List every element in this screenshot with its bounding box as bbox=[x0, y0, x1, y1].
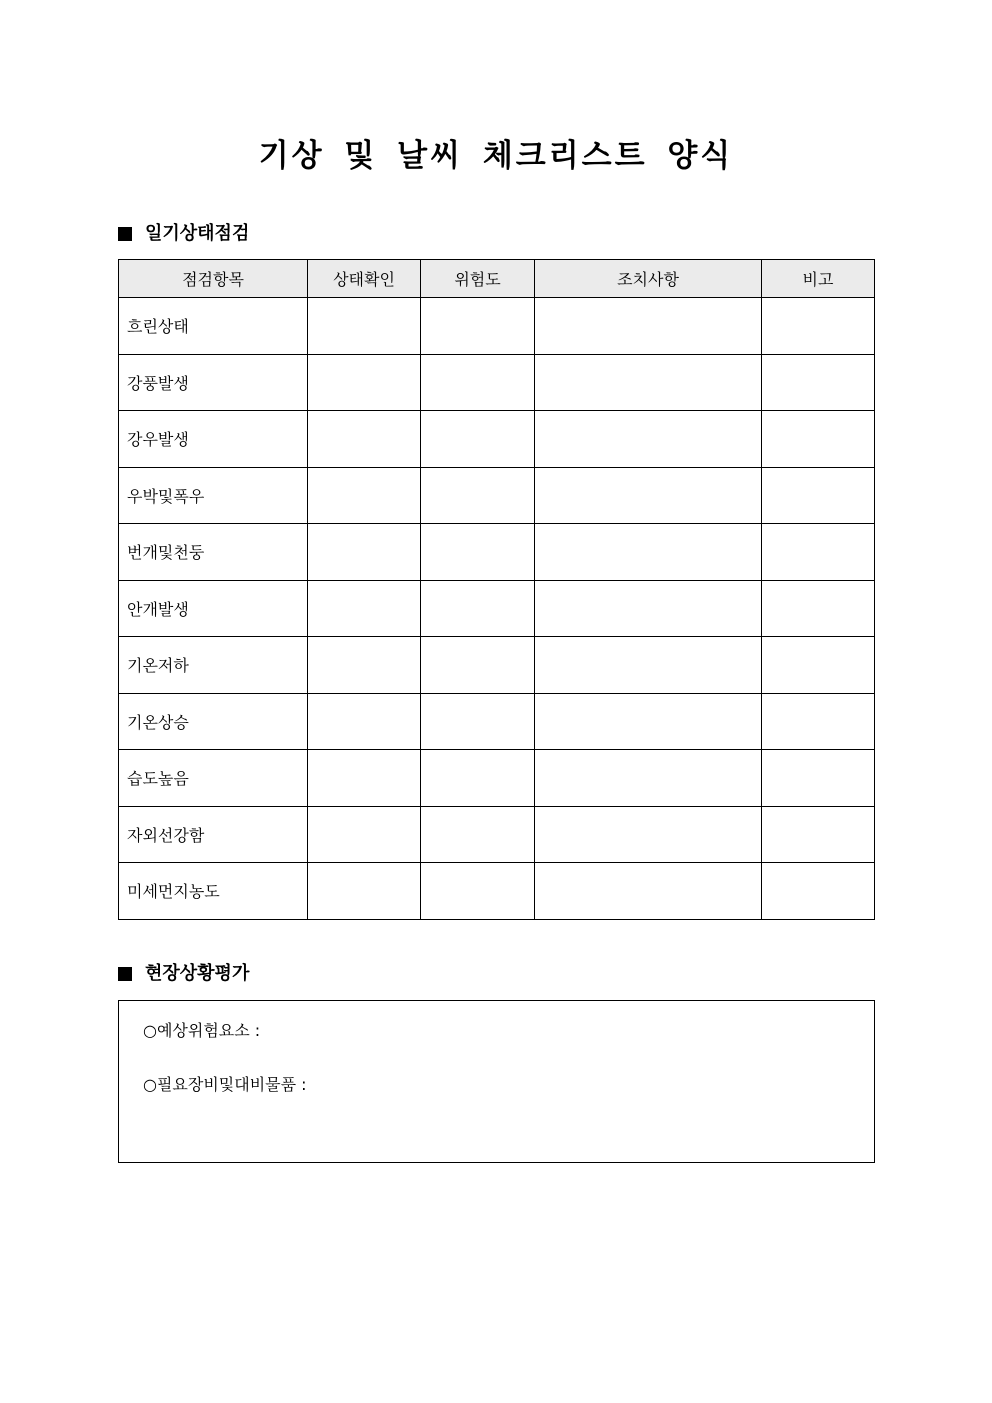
table-row bbox=[119, 693, 875, 750]
note-cell[interactable] bbox=[762, 580, 875, 637]
note-cell[interactable] bbox=[762, 750, 875, 807]
section-heading-site-evaluation bbox=[118, 962, 249, 986]
black-square-icon bbox=[118, 967, 132, 981]
item-cell: 강풍발생 bbox=[119, 354, 308, 411]
risk-cell[interactable] bbox=[421, 354, 535, 411]
risk-cell[interactable] bbox=[421, 637, 535, 694]
item-cell: 강우발생 bbox=[119, 411, 308, 468]
required-equipment-field[interactable] bbox=[143, 1074, 307, 1096]
risk-cell[interactable] bbox=[421, 467, 535, 524]
note-cell[interactable] bbox=[762, 863, 875, 920]
item-cell: 자외선강함 bbox=[119, 806, 308, 863]
action-cell[interactable] bbox=[535, 524, 762, 581]
table-row bbox=[119, 524, 875, 581]
item-cell: 흐린상태 bbox=[119, 298, 308, 355]
item-cell: 안개발생 bbox=[119, 580, 308, 637]
note-cell[interactable] bbox=[762, 298, 875, 355]
risk-cell[interactable] bbox=[421, 580, 535, 637]
column-header-status: 상태확인 bbox=[308, 260, 421, 298]
status-cell[interactable] bbox=[308, 693, 421, 750]
action-cell[interactable] bbox=[535, 863, 762, 920]
item-cell: 번개및천둥 bbox=[119, 524, 308, 581]
table-row bbox=[119, 298, 875, 355]
action-cell[interactable] bbox=[535, 354, 762, 411]
table-row bbox=[119, 354, 875, 411]
risk-cell[interactable] bbox=[421, 693, 535, 750]
item-cell: 미세먼지농도 bbox=[119, 863, 308, 920]
expected-risk-factors-label: ○예상위험요소 : bbox=[143, 1021, 261, 1040]
risk-cell[interactable] bbox=[421, 524, 535, 581]
section-heading-label: 일기상태점검 bbox=[145, 223, 250, 244]
status-cell[interactable] bbox=[308, 750, 421, 807]
note-cell[interactable] bbox=[762, 806, 875, 863]
table-row bbox=[119, 467, 875, 524]
item-cell: 기온저하 bbox=[119, 637, 308, 694]
risk-cell[interactable] bbox=[421, 806, 535, 863]
item-cell: 우박및폭우 bbox=[119, 467, 308, 524]
table-row bbox=[119, 411, 875, 468]
action-cell[interactable] bbox=[535, 750, 762, 807]
action-cell[interactable] bbox=[535, 467, 762, 524]
document-title: 기상 및 날씨 체크리스트 양식 bbox=[258, 138, 734, 174]
status-cell[interactable] bbox=[308, 467, 421, 524]
status-cell[interactable] bbox=[308, 806, 421, 863]
risk-cell[interactable] bbox=[421, 411, 535, 468]
site-evaluation-box bbox=[118, 1000, 875, 1163]
status-cell[interactable] bbox=[308, 411, 421, 468]
section-heading-label: 현장상황평가 bbox=[145, 963, 250, 984]
note-cell[interactable] bbox=[762, 524, 875, 581]
action-cell[interactable] bbox=[535, 411, 762, 468]
note-cell[interactable] bbox=[762, 354, 875, 411]
status-cell[interactable] bbox=[308, 524, 421, 581]
action-cell[interactable] bbox=[535, 693, 762, 750]
status-cell[interactable] bbox=[308, 580, 421, 637]
action-cell[interactable] bbox=[535, 298, 762, 355]
risk-cell[interactable] bbox=[421, 298, 535, 355]
item-cell: 습도높음 bbox=[119, 750, 308, 807]
status-cell[interactable] bbox=[308, 863, 421, 920]
table-row bbox=[119, 750, 875, 807]
risk-cell[interactable] bbox=[421, 863, 535, 920]
expected-risk-factors-field[interactable] bbox=[143, 1020, 260, 1042]
column-header-risk: 위험도 bbox=[421, 260, 535, 298]
action-cell[interactable] bbox=[535, 580, 762, 637]
table-header-row bbox=[119, 260, 875, 298]
status-cell[interactable] bbox=[308, 637, 421, 694]
status-cell[interactable] bbox=[308, 298, 421, 355]
risk-cell[interactable] bbox=[421, 750, 535, 807]
action-cell[interactable] bbox=[535, 637, 762, 694]
section-heading-daily-weather bbox=[118, 222, 249, 246]
status-cell[interactable] bbox=[308, 354, 421, 411]
note-cell[interactable] bbox=[762, 467, 875, 524]
required-equipment-label: ○필요장비및대비물품 : bbox=[143, 1075, 307, 1094]
table-row bbox=[119, 580, 875, 637]
column-header-action: 조치사항 bbox=[535, 260, 762, 298]
table-row bbox=[119, 637, 875, 694]
action-cell[interactable] bbox=[535, 806, 762, 863]
column-header-note: 비고 bbox=[762, 260, 875, 298]
note-cell[interactable] bbox=[762, 637, 875, 694]
note-cell[interactable] bbox=[762, 693, 875, 750]
weather-checklist-table bbox=[118, 259, 875, 920]
table-row bbox=[119, 806, 875, 863]
item-cell: 기온상승 bbox=[119, 693, 308, 750]
table-row bbox=[119, 863, 875, 920]
note-cell[interactable] bbox=[762, 411, 875, 468]
black-square-icon bbox=[118, 227, 132, 241]
column-header-item: 점검항목 bbox=[119, 260, 308, 298]
